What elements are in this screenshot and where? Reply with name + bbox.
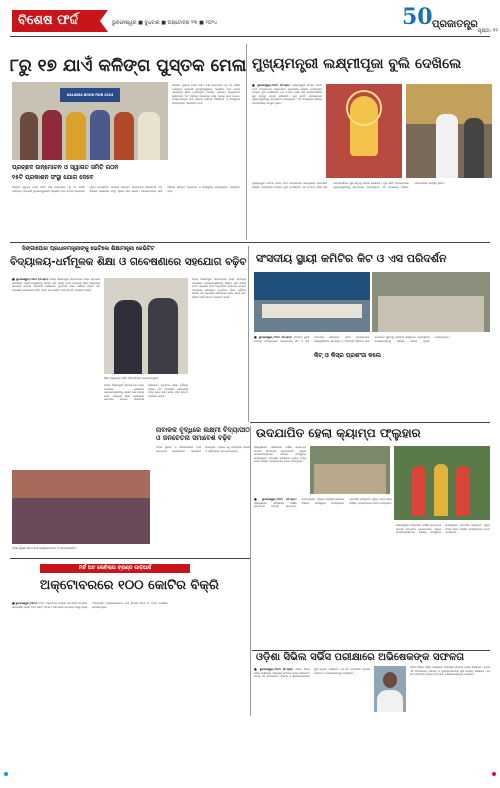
singapore-dateline: ■ ଭୁବନେଶ୍ୱର,୨୨ା୧୦ (ନି.ପ୍ର):	[12, 277, 49, 281]
dancer-figure	[434, 464, 448, 516]
portrait-shoulders	[377, 690, 403, 712]
portrait-head	[383, 672, 397, 688]
singapore-body-left	[12, 278, 100, 466]
civil-services-dateline: ■ ଭୁବନେଶ୍ୱର,୨୨ା୧୦ (ନି.ପ୍ର):	[254, 667, 294, 671]
singapore-photo	[104, 278, 188, 374]
book-fair-banner	[60, 88, 120, 102]
anniversary-logo	[402, 4, 432, 30]
book-fair-body: କଳିଙ୍ଗ ପୁସ୍ତକ ମେଳା ଚଳିତ ବର୍ଷ ନଭେମ୍ବର ୮ରୁ ୧୭ ତାରିଖ ପର୍ଯ୍ୟନ୍ତ ରାଜଧାନୀ ଭୁବନେଶ୍ୱରରେ ଅନୁଷ୍ଠିତ ହେବ ବୋଲି ଆୟୋଜକ ସୂଚନା ଦେଇଛନ୍ତି। ମେଳାର ପ୍ରଚ୍ଛଦ ଉନ୍ମୋଚନ କରାଯାଇଛି ଏବଂ ବିଭିନ୍ନ ପ୍ରକାଶନ ସଂସ୍ଥା ଏଥିରେ ଭାଗ ନେବେ। ପାଠକମାନଙ୍କ ପାଇଁ ବିଭିନ୍ନ ସାହିତ୍ୟ ଆଲୋଚନା ଓ ସାଂସ୍କୃତିକ କାର୍ଯ୍ୟକ୍ରମ ଆୟୋଜିତ ହେବ।	[12, 185, 240, 193]
column-rule	[246, 44, 247, 240]
person-figure	[114, 112, 134, 160]
sales-kicker: ମିର୍ଚି ଅଟ ଲେବିଲାଇ ବ୍ରାଣ୍ଡ ଗାଡ଼ିଆର୍ସ	[78, 565, 152, 571]
person-figure	[114, 300, 142, 374]
registration-mark	[4, 772, 8, 776]
women-safety-photo	[12, 470, 150, 544]
crowd	[12, 498, 150, 544]
column-rule	[250, 426, 251, 716]
horizontal-rule	[252, 650, 490, 651]
civil-services-body-right: ଓଡ଼ିଶା ସିଭିଲ ସର୍ଭିସ ପରୀକ୍ଷାରେ ଅଭିଷେକ ସଫଳତା ହାସଲ କରିଛନ୍ତି। ତାଙ୍କ ଏହି ସଫଳତାରେ ପରିବାର ଓ ଶୁଭଚିନ୍ତକମାନେ ଖୁସି ବ୍ୟକ୍ତ କରିଛନ୍ତି। ସେ ନିଜ ସଫଳତାର ଶ୍ରେୟ ପିତାମାତା ଓ ଶିକ୍ଷକମାନଙ୍କୁ ଦେଇଛନ୍ତି।	[410, 665, 490, 677]
person-figure	[20, 112, 38, 160]
book-fair-headline: ୮ରୁ ୧୭ ଯାଏଁ କଳିଙ୍ଗ ପୁସ୍ତକ ମେଳା	[10, 56, 247, 76]
civil-services-portrait	[374, 666, 406, 712]
stage-table	[262, 304, 362, 318]
masthead	[0, 0, 500, 38]
group-row	[314, 464, 386, 494]
cm-visit-photo	[406, 84, 492, 178]
singapore-kicker: ସିଙ୍ଗାପୋର ପ୍ରଧାନମନ୍ତ୍ରୀଙ୍କୁ ଭେଟିଲେ ଶିକ୍ଷାମନ୍ତ୍ରୀ ଜେଭିଟିଟ	[22, 246, 155, 252]
sales-body	[12, 602, 248, 722]
book-fair-subhead: ପ୍ରଚ୍ଛଦ ଉନ୍ମୋଚନ ଓ ସ୍ୱାଗତ ସମିତି ଗଠନ	[12, 164, 119, 171]
civil-services-headline: ଓଡ଼ିଶା ସିଭିଲ ସର୍ଭିସ ପରୀକ୍ଷାରେ ଅଭିଷେକଙ୍କ ସଫଳତା	[256, 652, 465, 663]
section-title-banner	[12, 10, 100, 32]
idol-halo	[346, 90, 382, 126]
masthead-rule	[10, 36, 490, 37]
laxmi-puja-body-more: ମୁଖ୍ୟମନ୍ତ୍ରୀ ମୋହନ ଚରଣ ମାଝୀ ମଙ୍ଗଳବାର ସନ୍ଧ୍ୟାରେ ରାଜଧାନୀର ବିଭିନ୍ନ ଲକ୍ଷ୍ମୀପୂଜା ମଣ୍ଡପ ବୁଲି ଦେଖିଛନ୍ତି। ସେ ମା'ଙ୍କ ଦର୍ଶନ କରି ରାଜ୍ୟବାସୀଙ୍କ ସୁଖ ସମୃଦ୍ଧି କାମନା କରିଛନ୍ତି। ପୂଜା କମିଟି ସଦସ୍ୟମାନେ ମୁଖ୍ୟମନ୍ତ୍ରୀଙ୍କୁ ସମ୍ବର୍ଦ୍ଧନା ଜଣାଇଥିଲେ। ଏହି ଅବସରରେ ବିଭିନ୍ନ ଜନପ୍ରତିନିଧି ଉପସ୍ଥିତ ଥିଲେ।	[252, 181, 445, 189]
singapore-caption: ଶିକ୍ଷା ମନ୍ତ୍ରୀଙ୍କ ସହିତ ସିଙ୍ଗାପୋର ପ୍ରଧାନମନ୍ତ୍ରୀ।	[104, 376, 159, 380]
person-figure	[148, 298, 178, 374]
registration-mark	[492, 772, 496, 776]
women-safety-caption: ମହିଳା ସୁରକ୍ଷା ସଚେତନତା କାର୍ଯ୍ୟକ୍ରମରେ ଅଂଶଗ୍ରହଣକାରୀ।	[12, 546, 77, 550]
person-figure	[42, 110, 62, 160]
civil-services-body	[254, 668, 370, 720]
book-fair-banner-text: KALINGA BOOK FAIR 2024	[66, 93, 114, 97]
parliament-body-text: ସଂସଦୀୟ ସ୍ଥାୟୀ କମିଟିର ସଦସ୍ୟମାନେ ମଙ୍ଗଳବାର କିଟ ଓ କିସ ପରିଦର୍ଶନ କରିଛନ୍ତି। କମିଟି ସଦସ୍ୟମାନେ ଶିକ୍ଷାନୁଷ୍ଠାନର ଭିତ୍ତିଭୂମି ଓ ଆଦିବାସୀ ପିଲାଙ୍କ ପାଇଁ ଉପଲବ୍ଧ ସୁବିଧାକୁ ପ୍ରଶଂସା କରିଥିଲେ। ପ୍ରତିଷ୍ଠାତା ସଦସ୍ୟମାନଙ୍କୁ ବିଭିନ୍ନ ବିଭାଗ ବୁଲାଇ ଦେଖାଇଥିଲେ।	[254, 335, 450, 343]
person-figure	[90, 110, 110, 160]
campus-dateline: ■ ଭୁବନେଶ୍ୱର,୨୨ା୧୦ (ନି.ପ୍ର):	[254, 497, 297, 501]
parliament-photo-1	[254, 272, 370, 332]
person-figure	[138, 112, 160, 160]
women-safety-body: ମହିଳା ସୁରକ୍ଷା ଓ ସଶକ୍ତିକରଣ ପାଇଁ ସଚେତନତା କାର୍ଯ୍ୟକ୍ରମ ଆୟୋଜିତ ହୋଇଥିଲା। ଏଥିରେ ବହୁ ସଂଖ୍ୟାରେ ଛାତ୍ରୀ ଓ ମହିଳାମାନେ ଭାଗ ନେଇଥିଲେ।	[156, 445, 250, 453]
person-figure	[464, 118, 484, 178]
book-fair-subhead-2: ୧୫ଟି ପ୍ରକାଶନ ସଂସ୍ଥା ଯୋଗ ଦେବେ	[12, 174, 94, 181]
horizontal-rule	[250, 422, 490, 423]
person-figure	[66, 112, 86, 160]
campus-photo-1	[310, 446, 390, 494]
singapore-body-bottom: ରାଜ୍ୟ ଶିକ୍ଷାମନ୍ତ୍ରୀ ସିଙ୍ଗାପୋର ଗସ୍ତ ସମୟରେ ସେଠାକାର ପ୍ରଧାନମନ୍ତ୍ରୀଙ୍କୁ ସାକ୍ଷାତ କରି ଉଭୟ ଦେଶ ମଧ୍ୟରେ ଶିକ୍ଷା କ୍ଷେତ୍ରରେ ସହଯୋଗ ଉପରେ ଆଲୋଚନା କରିଛନ୍ତି। ବୃତ୍ତିଗତ ଶିକ୍ଷା, କୌଶଳ ବିକାଶ ଏବଂ ଗବେଷଣା କ୍ଷେତ୍ରରେ ମିଳିତ ଭାବେ କାମ କରିବା ପାଇଁ ସହମତି ପ୍ରକାଶ ପାଇଛି।	[104, 383, 188, 402]
women-safety-headline: ନାବାଳକ ବୃଦ୍ଧିରେ ଲକ୍ଷ୍ମୀ ବିଦ୍ୟାପୀଠ ଓ ଜନଚେତନା ସମାବେଶ ବଢ଼ିବ	[156, 426, 250, 442]
campus-body: ଶିକ୍ଷାନୁଷ୍ଠାନ ପରିସରରେ ବାର୍ଷିକ କ୍ୟାମ୍ପସ ଉତ୍ସବ ଉଦଯାପିତ ହୋଇଯାଇଛି। ଏଥିରେ ଛାତ୍ରଛାତ୍ରୀମାନେ ବିଭିନ୍ନ ସାଂସ୍କୃତିକ କାର୍ଯ୍ୟକ୍ରମ ପ୍ରଦର୍ଶନ କରିଥିଲେ। ମୁଖ୍ୟ ଅତିଥି ଭାବେ ବିଶିଷ୍ଟ ବ୍ୟକ୍ତିମାନେ ଯୋଗ ଦେଇଥିଲେ।	[254, 445, 306, 464]
campus-body-text: ଶିକ୍ଷାନୁଷ୍ଠାନ ପରିସରରେ ବାର୍ଷିକ କ୍ୟାମ୍ପସ ଉତ୍ସବ ଉଦଯାପିତ ହୋଇଯାଇଛି। ଏଥିରେ ଛାତ୍ରଛାତ୍ରୀମାନେ ବିଭିନ୍ନ ସାଂସ୍କୃତିକ କାର୍ଯ୍ୟକ୍ରମ ପ୍ରଦର୍ଶନ କରିଥିଲେ। ମୁଖ୍ୟ ଅତିଥି ଭାବେ ବିଶିଷ୍ଟ ବ୍ୟକ୍ତିମାନେ ଯୋଗ ଦେଇଥିଲେ।	[254, 497, 392, 509]
column-rule	[248, 246, 249, 422]
campus-body-bottom	[254, 498, 392, 648]
dancer-figure	[456, 466, 470, 516]
newspaper-logo	[432, 12, 496, 30]
stage-backdrop	[254, 272, 370, 300]
laxmi-idol-photo	[326, 84, 402, 178]
person-figure	[436, 114, 458, 178]
newspaper-name: ପ୍ରଜାତନ୍ତ୍ର	[432, 19, 478, 30]
laxmi-puja-body: ମୁଖ୍ୟମନ୍ତ୍ରୀ ମୋହନ ଚରଣ ମାଝୀ ମଙ୍ଗଳବାର ସନ୍ଧ୍ୟାରେ ରାଜଧାନୀର ବିଭିନ୍ନ ଲକ୍ଷ୍ମୀପୂଜା ମଣ୍ଡପ ବୁଲି ଦେଖିଛନ୍ତି। ସେ ମା'ଙ୍କ ଦର୍ଶନ କରି ରାଜ୍ୟବାସୀଙ୍କ ସୁଖ ସମୃଦ୍ଧି କାମନା କରିଛନ୍ତି। ପୂଜା କମିଟି ସଦସ୍ୟମାନେ ମୁଖ୍ୟମନ୍ତ୍ରୀଙ୍କୁ ସମ୍ବର୍ଦ୍ଧନା ଜଣାଇଥିଲେ। ଏହି ଅବସରରେ ବିଭିନ୍ନ ଜନପ୍ରତିନିଧି ଉପସ୍ଥିତ ଥିଲେ।	[252, 83, 322, 105]
parliament-headline: ସଂସଦୀୟ ସ୍ଥାୟୀ କମିଟିର କିଟ ଓ ଏସ ପରିଦର୍ଶନ	[256, 252, 447, 265]
group-row	[378, 296, 484, 332]
sales-headline: ଅକ୍ଟୋବରରେ ୧୦୦ କୋଟିର ବିକ୍ରି	[40, 578, 219, 593]
issue-line: ଭୁବନେଶ୍ୱର ■ ବୁଧବାର ■ ଅକ୍ଟୋବର ୨୩ ■ ୨୦୨୪	[112, 20, 218, 26]
horizontal-rule	[10, 242, 490, 243]
campus-headline: ଉଦଯାପିତ ହେଲା କ୍ୟାମ୍ପ ଫ୍ଲୁହାର	[256, 426, 421, 440]
laxmi-puja-headline: ମୁଖ୍ୟମନ୍ତ୍ରୀ ଲକ୍ଷ୍ମୀପୂଜା ବୁଲି ଦେଖିଲେ	[252, 56, 462, 72]
singapore-body: ରାଜ୍ୟ ଶିକ୍ଷାମନ୍ତ୍ରୀ ସିଙ୍ଗାପୋର ଗସ୍ତ ସମୟରେ ସେଠାକାର ପ୍ରଧାନମନ୍ତ୍ରୀଙ୍କୁ ସାକ୍ଷାତ କରି ଉଭୟ ଦେଶ ମଧ୍ୟରେ ଶିକ୍ଷା କ୍ଷେତ୍ରରେ ସହଯୋଗ ଉପରେ ଆଲୋଚନା କରିଛନ୍ତି। ବୃତ୍ତିଗତ ଶିକ୍ଷା, କୌଶଳ ବିକାଶ ଏବଂ ଗବେଷଣା କ୍ଷେତ୍ରରେ ମିଳିତ ଭାବେ କାମ କରିବା ପାଇଁ ସହମତି ପ୍ରକାଶ ପାଇଛି।	[12, 277, 100, 292]
laxmi-puja-dateline: ■ ଭୁବନେଶ୍ୱର,୨୨ା୧୦ (ନି.ପ୍ର):	[252, 83, 291, 87]
laxmi-puja-body-col-1	[252, 84, 322, 178]
parliament-dateline: ■ ଭୁବନେଶ୍ୱର,୨୨ା୧୦ (ନି.ପ୍ର):	[254, 335, 293, 339]
parliament-body	[254, 336, 490, 420]
parliament-subhead: କିଟ୍ ଓ କିସ୍‌ର ପ୍ରଶଂସା କଲେ	[314, 352, 381, 359]
singapore-body-right: ରାଜ୍ୟ ଶିକ୍ଷାମନ୍ତ୍ରୀ ସିଙ୍ଗାପୋର ଗସ୍ତ ସମୟରେ ସେଠାକାର ପ୍ରଧାନମନ୍ତ୍ରୀଙ୍କୁ ସାକ୍ଷାତ କରି ଉଭୟ ଦେଶ ମଧ୍ୟରେ ଶିକ୍ଷା କ୍ଷେତ୍ରରେ ସହଯୋଗ ଉପରେ ଆଲୋଚନା କରିଛନ୍ତି। ବୃତ୍ତିଗତ ଶିକ୍ଷା, କୌଶଳ ବିକାଶ ଏବଂ ଗବେଷଣା କ୍ଷେତ୍ରରେ ମିଳିତ ଭାବେ କାମ କରିବା ପାଇଁ ସହମତି ପ୍ରକାଶ ପାଇଛି।	[192, 277, 246, 299]
campus-photo-2	[394, 446, 490, 520]
campus-body-left	[254, 446, 306, 494]
page-number: ପୃଷ୍ଠା: ୧୨	[477, 28, 498, 34]
horizontal-rule	[10, 558, 250, 559]
civil-services-body-text: ଓଡ଼ିଶା ସିଭିଲ ସର୍ଭିସ ପରୀକ୍ଷାରେ ଅଭିଷେକ ସଫଳତା ହାସଲ କରିଛନ୍ତି। ତାଙ୍କ ଏହି ସଫଳତାରେ ପରିବାର ଓ ଶୁଭଚିନ୍ତକମାନେ ଖୁସି ବ୍ୟକ୍ତ କରିଛନ୍ତି। ସେ ନିଜ ସଫଳତାର ଶ୍ରେୟ ପିତାମାତା ଓ ଶିକ୍ଷକମାନଙ୍କୁ ଦେଇଛନ୍ତି।	[254, 667, 370, 679]
sales-body-text: ଚଳିତ ଅକ୍ଟୋବର ମାସରେ ପର୍ବପର୍ବାଣି ସମୟରେ କମ୍ପାନୀର ବିକ୍ରି ୧୦୦ କୋଟି ଟଙ୍କା ଟପିଛି ବୋଲି କମ୍ପାନୀ ପକ୍ଷରୁ ସୂଚନା ଦିଆଯାଇଛି। ଗ୍ରାହକମାନଙ୍କ ପାଇଁ ବିଶେଷ ରିହାତି ଓ ଅଫର ଘୋଷଣା କରାଯାଇଥିଲା।	[12, 601, 168, 609]
book-fair-photo	[12, 82, 168, 160]
dancer-figure	[412, 466, 426, 516]
book-fair-sidebar-text: କଳିଙ୍ଗ ପୁସ୍ତକ ମେଳା ଚଳିତ ବର୍ଷ ନଭେମ୍ବର ୮ରୁ ୧୭ ତାରିଖ ପର୍ଯ୍ୟନ୍ତ ରାଜଧାନୀ ଭୁବନେଶ୍ୱରରେ ଅନୁଷ୍ଠିତ ହେବ ବୋଲି ଆୟୋଜକ ସୂଚନା ଦେଇଛନ୍ତି। ମେଳାର ପ୍ରଚ୍ଛଦ ଉନ୍ମୋଚନ କରାଯାଇଛି ଏବଂ ବିଭିନ୍ନ ପ୍ରକାଶନ ସଂସ୍ଥା ଏଥିରେ ଭାଗ ନେବେ। ପାଠକମାନଙ୍କ ପାଇଁ ବିଭିନ୍ନ ସାହିତ୍ୟ ଆଲୋଚନା ଓ ସାଂସ୍କୃତିକ କାର୍ଯ୍ୟକ୍ରମ ଆୟୋଜିତ ହେବ।	[172, 83, 240, 105]
section-title-fold	[100, 10, 108, 32]
parliament-photo-2	[372, 272, 490, 332]
sales-kicker-bar	[40, 564, 190, 573]
singapore-headline: ବିଦ୍ୟାଳୟ-ଧର୍ମମୂଳକ ଶିକ୍ଷା ଓ ଗବେଷଣାରେ ସହଯୋଗ ବଢ଼ିବ	[10, 256, 247, 268]
campus-body-right: ଶିକ୍ଷାନୁଷ୍ଠାନ ପରିସରରେ ବାର୍ଷିକ କ୍ୟାମ୍ପସ ଉତ୍ସବ ଉଦଯାପିତ ହୋଇଯାଇଛି। ଏଥିରେ ଛାତ୍ରଛାତ୍ରୀମାନେ ବିଭିନ୍ନ ସାଂସ୍କୃତିକ କାର୍ଯ୍ୟକ୍ରମ ପ୍ରଦର୍ଶନ କରିଥିଲେ। ମୁଖ୍ୟ ଅତିଥି ଭାବେ ବିଶିଷ୍ଟ ବ୍ୟକ୍ତିମାନେ ଯୋଗ ଦେଇଥିଲେ।	[396, 523, 490, 535]
section-title: ବିଶେଷ ଫର୍ଦ୍ଦ	[18, 13, 79, 28]
print-registration-marks	[0, 770, 500, 778]
anniversary-number: 50	[402, 4, 433, 30]
sales-dateline: ■ ଭୁବନେଶ୍ୱର,୨୨ା୧୦:	[12, 601, 38, 605]
